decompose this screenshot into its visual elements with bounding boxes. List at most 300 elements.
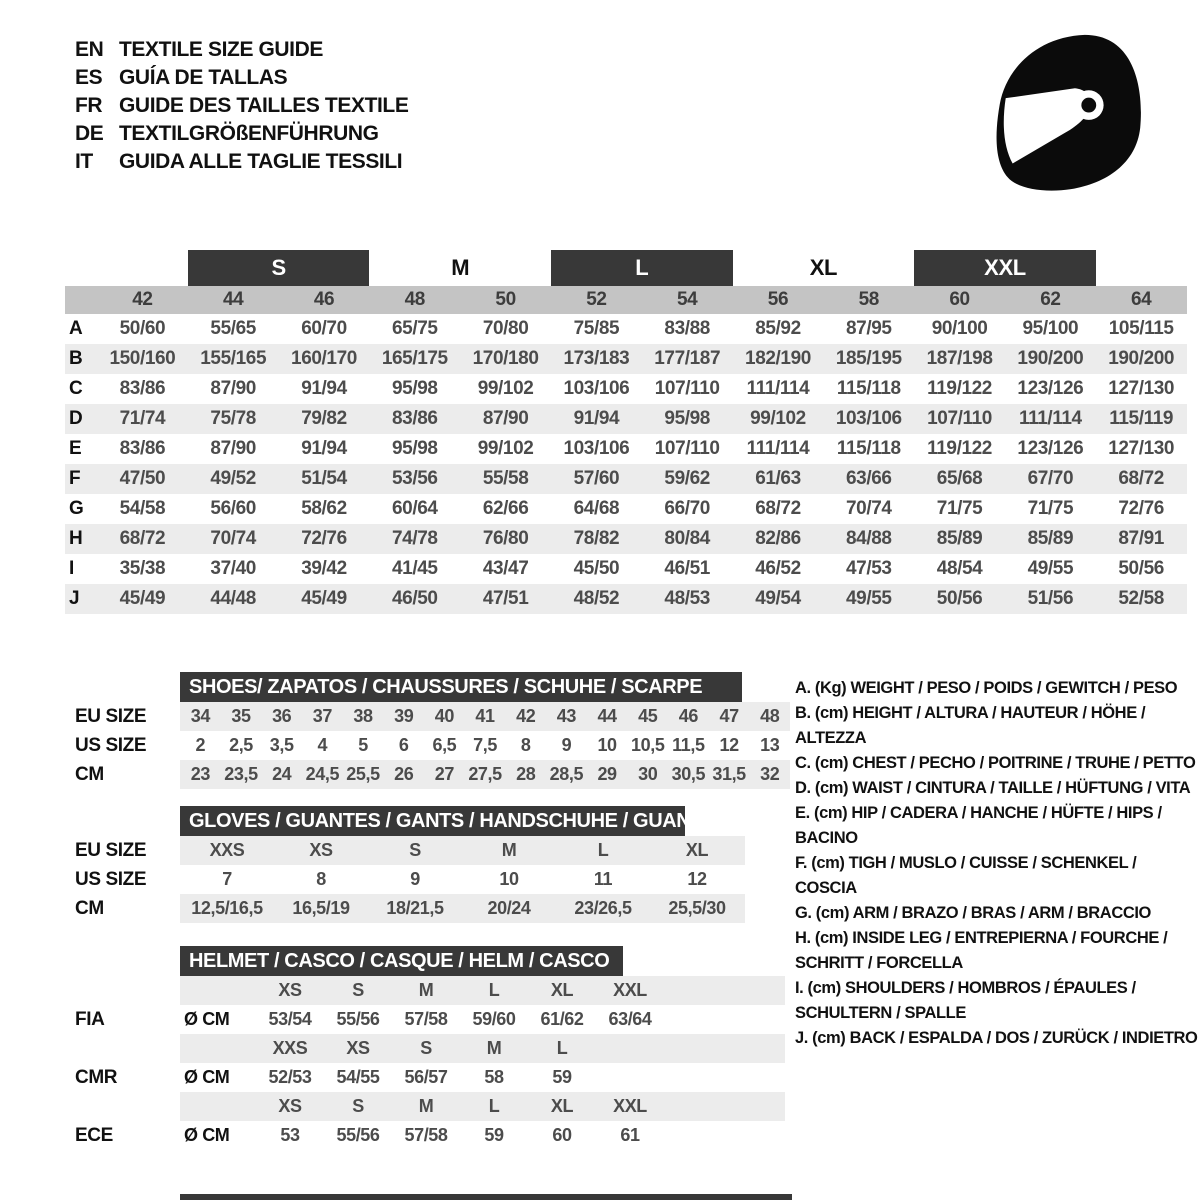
size-label: XS (346, 1038, 370, 1058)
size-value-cell: 55/56 (336, 1009, 380, 1029)
size-column-header: 62 (1040, 289, 1061, 310)
visor-pivot-inner (1081, 98, 1096, 113)
size-value-cell: 62/66 (482, 498, 529, 519)
measurement-row (65, 314, 1187, 344)
size-value-cell: 83/86 (392, 408, 438, 429)
size-value-cell: 70/80 (482, 318, 529, 339)
size-value-cell: 39 (394, 706, 414, 726)
size-value-cell: 11,5 (672, 735, 705, 755)
size-value-cell: 58/62 (301, 498, 347, 519)
size-row (75, 760, 790, 789)
size-value-cell: 10 (499, 869, 519, 889)
language-title: GUIDE DES TAILLES TEXTILE (119, 94, 409, 117)
size-value-cell: 123/126 (1017, 378, 1084, 399)
language-code: DE (75, 122, 104, 145)
size-group-label: XXL (914, 250, 1096, 286)
size-value-cell: 46/52 (755, 558, 801, 579)
size-value-cell: 48/54 (936, 558, 983, 579)
size-value-cell: 61/63 (755, 468, 801, 489)
row-label: J (69, 588, 80, 609)
size-value-cell: 4 (317, 735, 328, 755)
helmet-section (75, 946, 785, 1150)
legend-entry: F. (cm) TIGH / MUSLO / CUISSE / SCHENKEL / COSCIA (795, 854, 1137, 897)
size-value-cell: 12 (719, 735, 739, 755)
helmet-icon (980, 28, 1158, 200)
size-value-cell: 56/57 (404, 1067, 448, 1087)
row-band (180, 1034, 785, 1063)
legend-entry: B. (cm) HEIGHT / ALTURA / HAUTEUR / HÖHE / ALTEZZA (795, 704, 1146, 747)
size-value-cell: 51/54 (301, 468, 347, 489)
language-title: GUIDA ALLE TAGLIE TESSILI (119, 150, 403, 173)
size-value-cell: 155/165 (200, 348, 267, 369)
size-value-cell: 5 (358, 735, 368, 755)
gloves-header-row (75, 806, 745, 836)
size-value-cell: 27 (434, 764, 454, 784)
row-label: F (69, 468, 81, 489)
size-value-cell: 57/58 (404, 1009, 448, 1029)
size-value-cell: 32 (760, 764, 780, 784)
language-title: TEXTILGRÖßENFÜHRUNG (119, 122, 379, 145)
size-value-cell: 170/180 (472, 348, 539, 369)
size-value-cell: 29 (597, 764, 617, 784)
size-value-cell: 6 (398, 735, 409, 755)
size-value-cell: XL (685, 840, 709, 860)
size-value-cell: 95/98 (664, 408, 710, 429)
size-value-cell: 9 (410, 869, 420, 889)
size-value-cell: 2,5 (229, 735, 253, 755)
size-value-cell: 74/78 (392, 528, 438, 549)
size-value-cell: 42 (516, 706, 536, 726)
size-value-cell: 24 (272, 764, 292, 784)
size-value-cell: 45 (638, 706, 658, 726)
size-value-cell: 99/102 (477, 378, 534, 399)
size-value-cell: 123/126 (1017, 438, 1084, 459)
size-value-cell: 30 (638, 764, 658, 784)
size-value-cell: 68/72 (119, 528, 166, 549)
size-value-cell: 91/94 (573, 408, 620, 429)
size-value-cell: 177/187 (654, 348, 721, 369)
size-value-cell: 43 (556, 706, 576, 726)
spacer (97, 250, 188, 286)
size-value-cell: 46/51 (664, 558, 710, 579)
standard-label: ECE (75, 1124, 113, 1146)
size-value-cell: 52/58 (1118, 588, 1164, 609)
size-value-cell: 44/48 (210, 588, 256, 609)
measurement-row (65, 434, 1187, 464)
textile-size-table (65, 250, 1187, 614)
size-value-cell: 52/53 (268, 1067, 312, 1087)
helmet-section-title: HELMET / CASCO / CASQUE / HELM / CASCO (180, 946, 623, 976)
size-value-cell: 8 (520, 735, 531, 755)
row-band (180, 760, 790, 789)
size-value-cell: 58 (484, 1067, 504, 1087)
gloves-section (75, 806, 745, 923)
row-label: H (69, 528, 83, 549)
size-value-cell: 43/47 (482, 558, 529, 579)
size-value-cell: 45/49 (301, 588, 347, 609)
row-band (180, 865, 745, 894)
helmet-values-row (75, 1121, 785, 1150)
gloves-section-title: GLOVES / GUANTES / GANTS / HANDSCHUHE / GUANTI (180, 806, 685, 836)
row-label: CM (75, 763, 104, 785)
size-value-cell: 115/118 (836, 438, 901, 459)
size-label: XS (278, 980, 302, 1000)
row-label: C (69, 378, 83, 399)
size-value-cell: 47/50 (119, 468, 166, 489)
size-value-cell: 59 (552, 1067, 572, 1087)
size-value-cell: 111/114 (1018, 408, 1082, 429)
size-value-cell: S (409, 840, 421, 860)
size-value-cell: 95/98 (392, 438, 438, 459)
size-value-cell: 107/110 (654, 378, 720, 399)
size-value-cell: 63/64 (608, 1009, 652, 1029)
size-value-cell: 61/62 (540, 1009, 584, 1029)
size-value-cell: 68/72 (755, 498, 801, 519)
size-number-row (65, 286, 1187, 314)
measurement-legend (795, 676, 1200, 1051)
size-value-cell: 46/50 (392, 588, 438, 609)
size-value-cell: 91/94 (301, 378, 347, 399)
size-value-cell: 6,5 (432, 735, 457, 755)
standard-label: FIA (75, 1008, 105, 1030)
size-value-cell: 105/115 (1108, 318, 1174, 339)
size-value-cell: 70/74 (846, 498, 892, 519)
size-value-cell: L (597, 840, 609, 860)
language-row (75, 36, 408, 64)
size-value-cell: 111/114 (746, 438, 810, 459)
size-value-cell: XXS (209, 840, 245, 860)
size-label: XXL (613, 1096, 647, 1116)
size-value-cell: 190/200 (1108, 348, 1175, 369)
size-value-cell: 59/60 (472, 1009, 516, 1029)
size-value-cell: 64/68 (573, 498, 620, 519)
size-value-cell: 61 (620, 1125, 640, 1145)
size-value-cell: 53/54 (268, 1009, 312, 1029)
size-value-cell: 72/76 (1118, 498, 1164, 519)
size-column-header: 56 (767, 289, 789, 310)
size-label: XXL (613, 980, 647, 1000)
size-value-cell: 7 (222, 869, 232, 889)
size-value-cell: 187/198 (926, 348, 993, 369)
row-label: E (69, 438, 82, 459)
row-band (180, 731, 790, 760)
size-value-cell: 35/38 (119, 558, 166, 579)
size-value-cell: 103/106 (835, 408, 902, 429)
language-row (75, 120, 408, 148)
size-label: M (418, 1096, 434, 1116)
row-label: EU SIZE (75, 839, 147, 861)
size-value-cell: 24,5 (305, 764, 340, 784)
standard-label: CMR (75, 1066, 118, 1088)
size-value-cell: 12,5/16,5 (191, 898, 263, 918)
size-value-cell: 10 (597, 735, 617, 755)
size-value-cell: 87/91 (1118, 528, 1164, 549)
row-band (180, 976, 785, 1005)
legend-entry: H. (cm) INSIDE LEG / ENTREPIERNA / FOURCHE / SCHRITT / FORCELLA (795, 929, 1168, 972)
size-value-cell: 57/58 (404, 1125, 448, 1145)
size-column-header: 42 (132, 289, 153, 310)
size-value-cell: 7,5 (473, 735, 497, 755)
size-value-cell: XS (309, 840, 333, 860)
legend-entry: E. (cm) HIP / CADERA / HANCHE / HÜFTE / HIPS / BACINO (795, 804, 1162, 847)
size-column-header: 44 (223, 289, 244, 310)
size-value-cell: 37 (312, 706, 332, 726)
measurement-row (65, 374, 1187, 404)
size-value-cell: 78/82 (573, 528, 620, 549)
shoes-section-title: SHOES/ ZAPATOS / CHAUSSURES / SCHUHE / SCARPE (180, 672, 742, 702)
size-value-cell: 49/54 (755, 588, 801, 609)
size-value-cell: 9 (561, 735, 572, 755)
row-label: CM (75, 897, 104, 919)
size-value-cell: 83/86 (119, 378, 166, 399)
size-value-cell: 87/95 (846, 318, 892, 339)
size-label: XL (550, 1096, 574, 1116)
size-value-cell: 59/62 (664, 468, 710, 489)
size-value-cell: 47/51 (482, 588, 529, 609)
size-value-cell: M (501, 840, 517, 860)
size-label: S (352, 980, 364, 1000)
size-row (75, 702, 790, 731)
size-value-cell: 40 (434, 706, 454, 726)
size-value-cell: 71/75 (1027, 498, 1074, 519)
size-value-cell: 44 (597, 706, 617, 726)
legend-entry: G. (cm) ARM / BRAZO / BRAS / ARM / BRACCIO (795, 904, 1151, 922)
cropped-section-bar (180, 1194, 792, 1200)
legend-entry: A. (Kg) WEIGHT / PESO / POIDS / GEWITCH / PESO (795, 679, 1178, 697)
size-value-cell: 8 (316, 869, 326, 889)
size-column-header: 58 (858, 289, 879, 310)
row-label: US SIZE (75, 868, 147, 890)
size-value-cell: 87/90 (210, 438, 256, 459)
helmet-sizes-row (75, 1092, 785, 1121)
language-row (75, 148, 408, 176)
size-value-cell: 99/102 (477, 438, 534, 459)
size-value-cell: 36 (272, 706, 292, 726)
size-value-cell: 10,5 (631, 735, 665, 755)
row-label: B (69, 348, 83, 369)
size-value-cell: 3,5 (269, 735, 294, 755)
size-group-label: L (551, 250, 733, 286)
size-row (75, 731, 790, 760)
size-label: S (420, 1038, 432, 1058)
size-value-cell: 18/21,5 (386, 898, 444, 918)
size-group-label: S (188, 250, 370, 286)
measurement-row (65, 524, 1187, 554)
size-value-cell: 53 (280, 1125, 300, 1145)
spacer (65, 250, 97, 286)
size-group-label: M (451, 255, 470, 280)
language-row (75, 64, 408, 92)
size-value-cell: 55/56 (336, 1125, 380, 1145)
size-value-cell: 82/86 (755, 528, 801, 549)
size-value-cell: 41 (475, 706, 495, 726)
size-value-cell: 59 (484, 1125, 504, 1145)
size-value-cell: 85/89 (1027, 528, 1074, 549)
size-value-cell: 95/98 (392, 378, 438, 399)
size-value-cell: 37/40 (210, 558, 256, 579)
language-code: EN (75, 38, 104, 61)
size-column-header: 54 (677, 289, 698, 310)
size-value-cell: 95/100 (1022, 318, 1079, 339)
row-band (180, 1005, 785, 1034)
size-value-cell: 103/106 (563, 378, 630, 399)
size-value-cell: 127/130 (1108, 438, 1175, 459)
size-value-cell: 25,5/30 (668, 898, 726, 918)
size-value-cell: 83/86 (119, 438, 166, 459)
size-row (75, 836, 745, 865)
size-value-cell: 30,5 (671, 764, 706, 784)
size-column-header: 50 (495, 289, 516, 310)
language-code: ES (75, 66, 103, 89)
size-value-cell: 45/49 (119, 588, 166, 609)
size-value-cell: 2 (195, 735, 206, 755)
size-column-header: 52 (586, 289, 607, 310)
row-label: EU SIZE (75, 705, 147, 727)
helmet-values-row (75, 1063, 785, 1092)
row-label: D (69, 408, 83, 429)
diameter-unit-label: Ø CM (184, 1009, 230, 1029)
language-code: FR (75, 94, 103, 117)
size-label: M (418, 980, 434, 1000)
size-value-cell: 119/122 (927, 378, 992, 399)
size-value-cell: 49/55 (846, 588, 892, 609)
size-value-cell: 65/75 (392, 318, 438, 339)
size-value-cell: 60/64 (392, 498, 438, 519)
size-value-cell: 45/50 (573, 558, 620, 579)
size-value-cell: 107/110 (654, 438, 720, 459)
size-value-cell: 38 (353, 706, 373, 726)
measurement-row (65, 584, 1187, 614)
size-value-cell: 127/130 (1108, 378, 1175, 399)
size-value-cell: 56/60 (210, 498, 256, 519)
row-band (180, 1063, 785, 1092)
size-value-cell: 50/60 (119, 318, 166, 339)
size-value-cell: 54/58 (119, 498, 166, 519)
size-value-cell: 75/85 (573, 318, 620, 339)
size-column-header: 46 (313, 289, 335, 310)
size-value-cell: 103/106 (563, 438, 630, 459)
size-value-cell: 91/94 (301, 438, 347, 459)
helmet-sizes-row (75, 976, 785, 1005)
size-label: L (488, 1096, 500, 1116)
size-label: M (486, 1038, 502, 1058)
size-value-cell: 85/92 (755, 318, 801, 339)
size-value-cell: 65/68 (936, 468, 983, 489)
size-value-cell: 119/122 (927, 438, 992, 459)
row-band (180, 836, 745, 865)
size-value-cell: 49/52 (210, 468, 256, 489)
size-column-header: 64 (1130, 289, 1152, 310)
size-value-cell: 111/114 (746, 378, 810, 399)
size-value-cell: 26 (394, 764, 414, 784)
size-value-cell: 66/70 (664, 498, 710, 519)
row-band (180, 894, 745, 923)
size-value-cell: 190/200 (1017, 348, 1084, 369)
size-label: L (556, 1038, 568, 1058)
size-value-cell: 79/82 (301, 408, 347, 429)
size-row (75, 865, 745, 894)
row-band (180, 1121, 785, 1150)
size-value-cell: 47/53 (846, 558, 892, 579)
helmet-sizes-row (75, 1034, 785, 1063)
size-value-cell: 182/190 (745, 348, 811, 369)
diameter-unit-label: Ø CM (184, 1125, 230, 1145)
size-value-cell: 23/26,5 (574, 898, 632, 918)
size-value-cell: 115/119 (1109, 408, 1174, 429)
language-title: TEXTILE SIZE GUIDE (119, 38, 323, 61)
size-value-cell: 28 (516, 764, 536, 784)
size-value-cell: 87/90 (482, 408, 529, 429)
size-value-cell: 83/88 (664, 318, 710, 339)
size-value-cell: 23 (190, 764, 210, 784)
size-value-cell: 16,5/19 (292, 898, 350, 918)
size-value-cell: 70/74 (210, 528, 256, 549)
size-label: XS (278, 1096, 302, 1116)
size-value-cell: 160/170 (291, 348, 357, 369)
size-value-cell: 47 (719, 706, 739, 726)
measurement-row (65, 464, 1187, 494)
measurement-row (65, 554, 1187, 584)
size-value-cell: 11 (593, 869, 613, 889)
shoes-section (75, 672, 790, 789)
language-row (75, 92, 408, 120)
size-value-cell: 84/88 (846, 528, 892, 549)
size-value-cell: 34 (190, 706, 210, 726)
size-value-cell: 23,5 (224, 764, 258, 784)
size-value-cell: 49/55 (1027, 558, 1074, 579)
size-value-cell: 39/42 (301, 558, 347, 579)
size-value-cell: 173/183 (563, 348, 630, 369)
size-value-cell: 80/84 (664, 528, 710, 549)
size-value-cell: 75/78 (210, 408, 256, 429)
size-value-cell: 150/160 (109, 348, 176, 369)
size-value-cell: 71/74 (119, 408, 166, 429)
size-value-cell: 71/75 (936, 498, 983, 519)
language-title: GUÍA DE TALLAS (119, 66, 288, 89)
legend-entry: C. (cm) CHEST / PECHO / POITRINE / TRUHE / PETTO (795, 754, 1196, 772)
language-list (75, 36, 408, 176)
row-label: US SIZE (75, 734, 147, 756)
helmet-header-row (75, 946, 785, 976)
size-value-cell: 48 (760, 706, 780, 726)
size-row (75, 894, 745, 923)
size-value-cell: 57/60 (573, 468, 620, 489)
size-group-label: XL (809, 255, 838, 280)
row-label: I (69, 558, 74, 579)
size-value-cell: 87/90 (210, 378, 256, 399)
size-value-cell: 90/100 (931, 318, 988, 339)
size-value-cell: 107/110 (927, 408, 992, 429)
size-value-cell: 55/58 (482, 468, 529, 489)
size-value-cell: 20/24 (487, 898, 531, 918)
size-column-header: 60 (949, 289, 970, 310)
size-label: S (352, 1096, 364, 1116)
row-band (180, 702, 790, 731)
size-value-cell: 27,5 (468, 764, 502, 784)
size-value-cell: 185/195 (835, 348, 902, 369)
size-group-header-row (65, 250, 1187, 286)
language-code: IT (75, 150, 93, 173)
size-value-cell: 51/56 (1027, 588, 1074, 609)
size-value-cell: 72/76 (301, 528, 347, 549)
shoes-header-row (75, 672, 790, 702)
size-value-cell: 68/72 (1118, 468, 1164, 489)
size-value-cell: 13 (760, 735, 780, 755)
size-value-cell: 54/55 (336, 1067, 380, 1087)
row-band (180, 1092, 785, 1121)
diameter-unit-label: Ø CM (184, 1067, 230, 1087)
size-value-cell: 60/70 (301, 318, 347, 339)
